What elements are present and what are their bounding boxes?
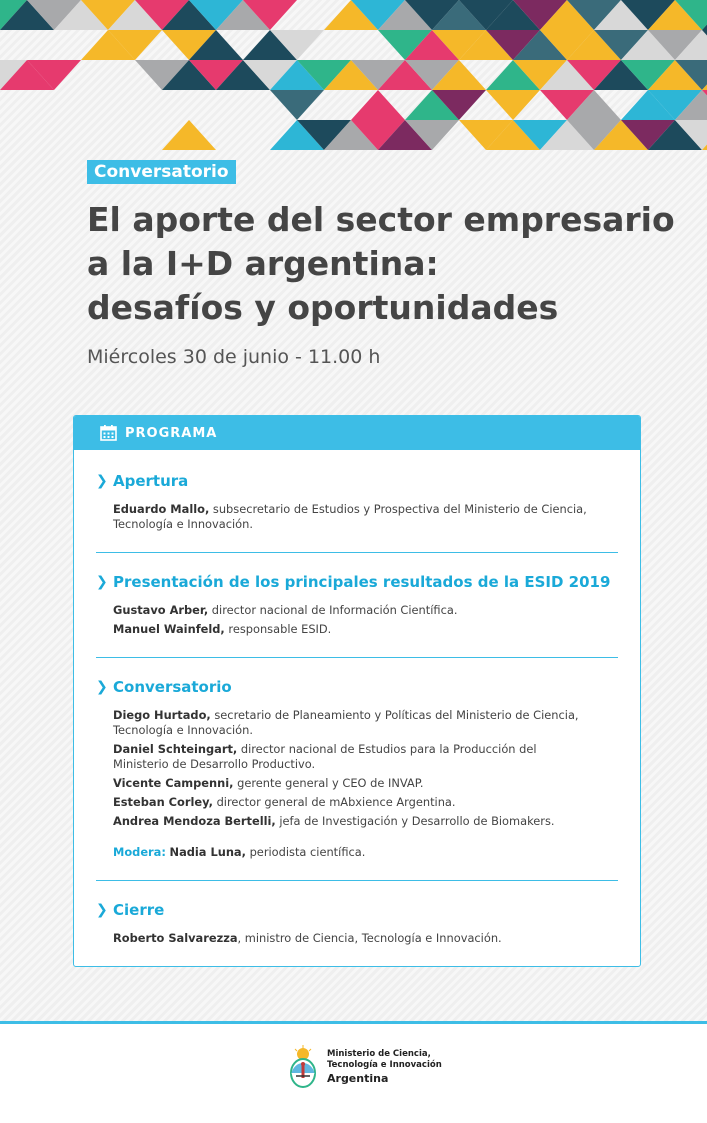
ministry-logo bbox=[287, 1045, 442, 1089]
event-date: Miércoles 30 de junio - 11.00 h bbox=[87, 346, 381, 368]
speaker-name: Vicente Campenni, bbox=[113, 776, 234, 790]
speaker-role: responsable ESID. bbox=[228, 622, 332, 636]
speaker-name: Roberto Salvarezza bbox=[113, 931, 238, 945]
chevron-right-icon: ❯ bbox=[96, 679, 108, 695]
pattern-triangle bbox=[486, 90, 540, 120]
speaker-role: secretario de Planeamiento y Políticas del Ministerio de Ciencia, Tecnología e Innovación. bbox=[113, 708, 579, 737]
section-title: Conversatorio bbox=[113, 678, 232, 696]
speaker-name: Andrea Mendoza Bertelli, bbox=[113, 814, 276, 828]
section-title: Presentación de los principales resultados de la ESID 2019 bbox=[113, 573, 611, 591]
event-title bbox=[87, 198, 677, 330]
calendar-icon bbox=[100, 425, 117, 441]
speaker-role: , ministro de Ciencia, Tecnología e Innovación. bbox=[237, 931, 502, 945]
program-header bbox=[74, 416, 640, 450]
section-cierre bbox=[96, 880, 618, 946]
chevron-right-icon: ❯ bbox=[96, 473, 108, 489]
title-line-3: desafíos y oportunidades bbox=[87, 288, 559, 327]
moderator bbox=[113, 845, 593, 860]
moderator-label: Modera: bbox=[113, 845, 166, 859]
section-apertura bbox=[96, 450, 618, 532]
chevron-right-icon: ❯ bbox=[96, 902, 108, 918]
speaker bbox=[113, 603, 593, 618]
title-line-1: El aporte del sector empresario bbox=[87, 200, 675, 239]
title-line-2: a la I+D argentina: bbox=[87, 244, 439, 283]
speaker bbox=[113, 622, 593, 637]
speaker-role: subsecretario de Estudios y Prospectiva del Ministerio de Ciencia, Tecnología e Innovación. bbox=[113, 502, 587, 531]
event-type-tag: Conversatorio bbox=[87, 160, 236, 184]
speaker bbox=[113, 502, 593, 532]
country-name: Argentina bbox=[327, 1071, 389, 1085]
speaker bbox=[113, 708, 593, 738]
speaker-role: director nacional de Estudios para la Producción del Ministerio de Desarrollo Productivo. bbox=[113, 742, 537, 771]
speaker-role: jefa de Investigación y Desarrollo de Biomakers. bbox=[279, 814, 555, 828]
section-title: Apertura bbox=[113, 472, 189, 490]
speaker-name: Esteban Corley, bbox=[113, 795, 213, 809]
ministry-name-line1: Ministerio de Ciencia, bbox=[327, 1048, 431, 1059]
moderator-name: Nadia Luna, bbox=[169, 845, 246, 859]
decorative-triangle-pattern bbox=[0, 0, 707, 160]
pattern-triangle bbox=[162, 120, 216, 150]
section-conversatorio bbox=[96, 657, 618, 860]
chevron-right-icon: ❯ bbox=[96, 574, 108, 590]
moderator-role: periodista científica. bbox=[249, 845, 366, 859]
speaker bbox=[113, 814, 593, 829]
speaker-name: Eduardo Mallo, bbox=[113, 502, 210, 516]
ministry-name-line2: Tecnología e Innovación bbox=[327, 1059, 442, 1070]
program-card bbox=[73, 415, 641, 967]
speaker-name: Diego Hurtado, bbox=[113, 708, 211, 722]
speaker bbox=[113, 742, 593, 772]
section-presentacion bbox=[96, 552, 618, 637]
program-label: PROGRAMA bbox=[125, 425, 218, 441]
coat-of-arms-icon bbox=[287, 1045, 319, 1089]
section-title: Cierre bbox=[113, 901, 165, 919]
pattern-triangle bbox=[270, 90, 324, 120]
speaker bbox=[113, 776, 593, 791]
speaker-role: director general de mAbxience Argentina. bbox=[216, 795, 456, 809]
speaker-role: gerente general y CEO de INVAP. bbox=[237, 776, 424, 790]
speaker-name: Daniel Schteingart, bbox=[113, 742, 238, 756]
speaker-name: Gustavo Arber, bbox=[113, 603, 209, 617]
speaker bbox=[113, 795, 593, 810]
pattern-triangle bbox=[351, 90, 405, 120]
speaker-role: director nacional de Información Científica. bbox=[211, 603, 458, 617]
speaker bbox=[113, 931, 593, 946]
speaker-name: Manuel Wainfeld, bbox=[113, 622, 225, 636]
